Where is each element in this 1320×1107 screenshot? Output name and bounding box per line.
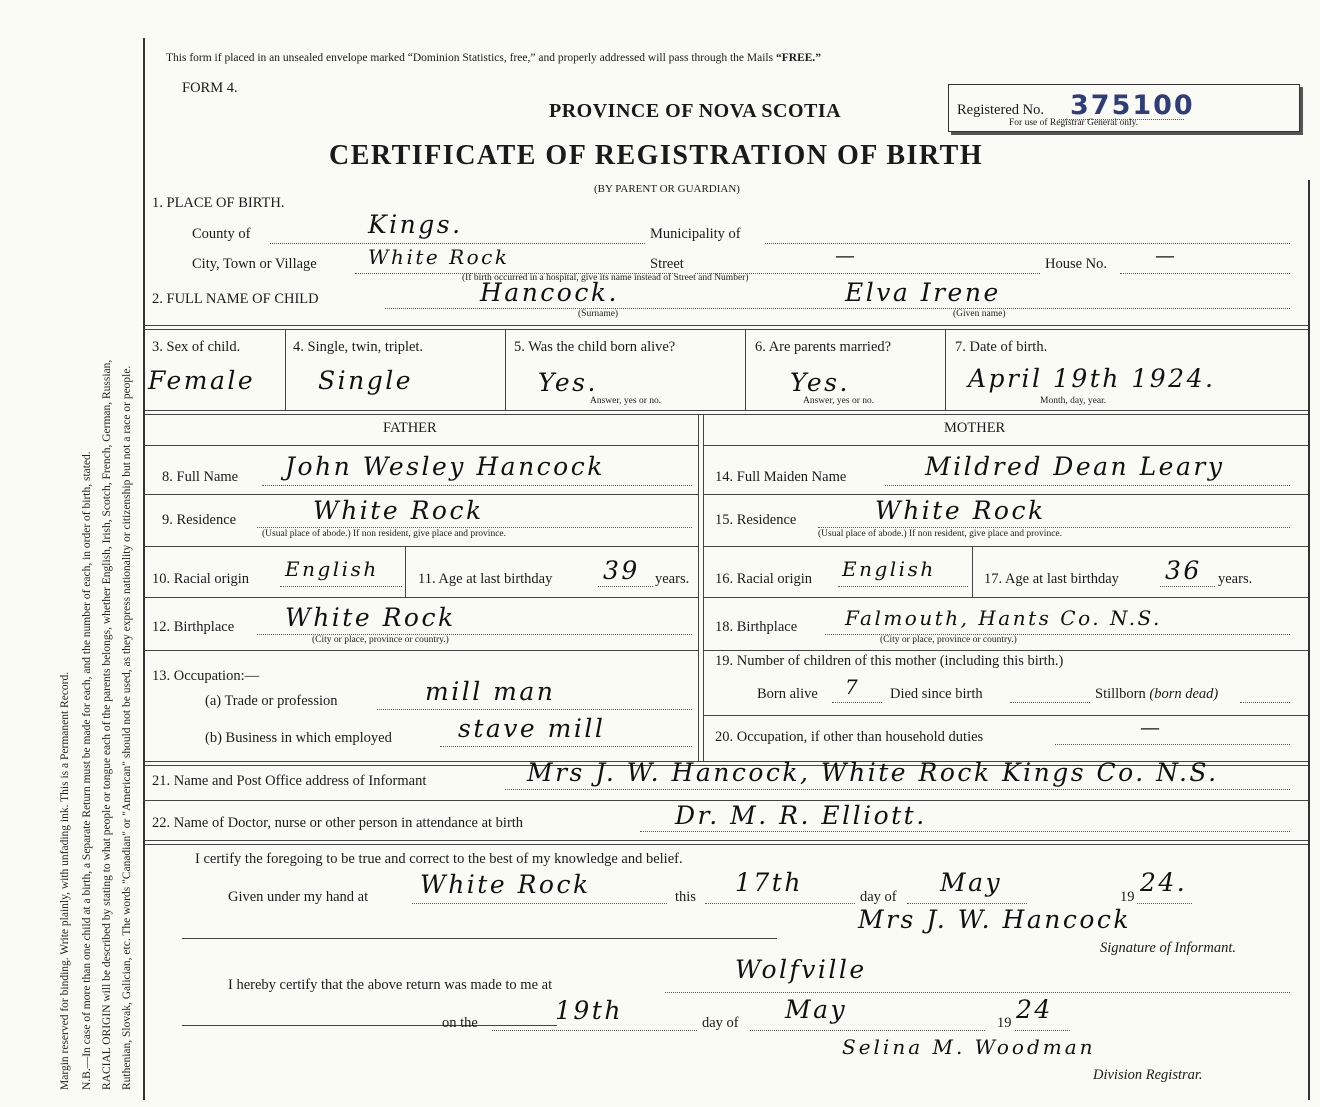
- cert-month-line: [907, 903, 1027, 904]
- certificate-subtitle: (BY PARENT OR GUARDIAN): [594, 183, 740, 195]
- certify-statement: I certify the foregoing to be true and correct to the best of my knowledge and belief.: [195, 851, 683, 867]
- cert-day-line: [705, 903, 855, 904]
- mail-note: [166, 52, 821, 64]
- cert-month-value: May: [940, 868, 1003, 897]
- child-name-label: 2. FULL NAME OF CHILD: [152, 291, 319, 307]
- father-trade-line: [377, 709, 692, 710]
- mother-racial-value: English: [842, 557, 936, 581]
- mother-born-alive-line: [832, 702, 882, 703]
- father-heading-rule: [143, 445, 698, 446]
- mother-occupation-line: [1055, 744, 1290, 745]
- father-birthplace-note: (City or place, province or country.): [312, 635, 449, 645]
- father-trade-value: mill man: [425, 677, 556, 706]
- informant-signature-label: Signature of Informant.: [1100, 940, 1237, 956]
- father-residence-line: [257, 527, 692, 528]
- mother-racial-line: [838, 586, 968, 587]
- mother-residence-label: 15. Residence: [715, 512, 797, 528]
- mother-name-value: Mildred Dean Leary: [925, 452, 1225, 481]
- mother-row-rule-3: [703, 597, 1308, 598]
- registrar-note: For use of Registrar General only.: [1009, 118, 1139, 128]
- registrar-place-value: Wolfville: [735, 955, 867, 984]
- left-border: [143, 38, 145, 1100]
- plurality-label: 4. Single, twin, triplet.: [293, 339, 424, 355]
- mother-children-label: 19. Number of children of this mother (including this birth.): [715, 653, 1064, 669]
- mother-birthplace-label: 18. Birthplace: [715, 619, 798, 635]
- mother-died-line: [1010, 702, 1090, 703]
- dob-value: April 19th 1924.: [968, 364, 1216, 393]
- county-label: County of: [192, 226, 251, 242]
- father-years-label: years.: [655, 571, 690, 587]
- house-line: [1120, 273, 1290, 274]
- mother-racial-label: 16. Racial origin: [715, 571, 813, 587]
- father-birthplace-label: 12. Birthplace: [152, 619, 235, 635]
- rule-after-name: [143, 325, 1308, 330]
- given-at-line: [412, 903, 667, 904]
- house-label: House No.: [1045, 256, 1108, 272]
- child-given-name: Elva Irene: [845, 278, 1001, 307]
- mother-age-value: 36: [1165, 556, 1202, 585]
- father-racial-value: English: [285, 557, 379, 581]
- mother-name-label: 14. Full Maiden Name: [715, 469, 847, 485]
- stillborn-label-text: Stillborn: [1095, 686, 1146, 702]
- cert-year-line: [1137, 903, 1192, 904]
- father-business-label: (b) Business in which employed: [205, 730, 392, 746]
- father-age-value: 39: [603, 556, 640, 585]
- registrar-place-line: [665, 992, 1290, 993]
- child-surname: Hancock.: [480, 278, 619, 307]
- registrar-day-of-label: day of: [702, 1015, 739, 1031]
- informant-signature: Mrs J. W. Hancock: [858, 905, 1132, 934]
- street-label: Street: [650, 256, 684, 272]
- city-value: White Rock: [368, 245, 510, 269]
- registered-box: [948, 84, 1300, 132]
- dob-note: Month, day, year.: [1040, 396, 1107, 406]
- father-trade-label: (a) Trade or profession: [205, 693, 338, 709]
- mother-birthplace-value: Falmouth, Hants Co. N.S.: [845, 606, 1162, 630]
- mother-residence-value: White Rock: [875, 496, 1046, 525]
- registered-label: Registered No.: [957, 102, 1044, 118]
- informant-line: [505, 789, 1290, 790]
- father-row-rule-2: [143, 546, 698, 547]
- plurality-value: Single: [318, 366, 414, 395]
- born-alive-label: 5. Was the child born alive?: [514, 339, 676, 355]
- sex-value: Female: [148, 366, 256, 395]
- informant-signature-line-left: [182, 938, 777, 939]
- rule-after-doctor: [143, 840, 1308, 845]
- cert-day-of-label: day of: [860, 889, 897, 905]
- street-value: —: [835, 243, 858, 267]
- father-racial-label: 10. Racial origin: [152, 571, 250, 587]
- mother-residence-note: (Usual place of abode.) If non resident, give place and province.: [818, 529, 1062, 539]
- given-name-note: (Given name): [953, 309, 1006, 319]
- registrar-year-value: 24: [1016, 995, 1053, 1024]
- mother-row-rule-4: [703, 650, 1308, 651]
- municipality-label: Municipality of: [650, 226, 741, 242]
- father-row-rule-1: [143, 494, 698, 495]
- father-residence-note: (Usual place of abode.) If non resident, give place and province.: [262, 529, 506, 539]
- stillborn-note: (born dead): [1149, 686, 1219, 702]
- father-business-value: stave mill: [458, 714, 606, 743]
- form-number: FORM 4.: [182, 80, 238, 96]
- mother-years-label: years.: [1218, 571, 1253, 587]
- registrar-year-line: [1015, 1030, 1070, 1031]
- margin-note-racial-origin: RACIAL ORIGIN will be described by stating to what people or tongue each of the parents belongs, whether English, Irish, Scotch, French, German, Russian,: [101, 359, 113, 1090]
- county-line: [270, 243, 645, 244]
- cell-divider-3: [745, 330, 746, 410]
- given-under-label: Given under my hand at: [228, 889, 369, 905]
- mail-note-free: “FREE.”: [775, 52, 822, 64]
- father-racial-line: [280, 586, 402, 587]
- margin-note-binding: Margin reserved for binding. Write plainly, with unfading ink. This is a Permanent Record.: [59, 671, 71, 1090]
- doctor-line: [640, 831, 1290, 832]
- mother-birthplace-note: (City or place, province or country.): [880, 635, 1017, 645]
- mother-age-line: [1160, 586, 1215, 587]
- mother-row-rule-1: [703, 494, 1308, 495]
- mother-heading: MOTHER: [944, 420, 1006, 436]
- informant-value: Mrs J. W. Hancock, White Rock Kings Co. N.S.: [527, 758, 1219, 787]
- mother-died-label: Died since birth: [890, 686, 983, 702]
- doctor-value: Dr. M. R. Elliott.: [675, 801, 927, 830]
- mother-residence-line: [818, 527, 1290, 528]
- registrar-signature: Selina M. Woodman: [842, 1035, 1096, 1059]
- right-border: [1308, 180, 1310, 1100]
- registrar-on-label: on the: [442, 1015, 478, 1031]
- parents-married-label: 6. Are parents married?: [755, 339, 892, 355]
- mother-heading-rule: [703, 445, 1308, 446]
- parents-married-note: Answer, yes or no.: [803, 396, 875, 406]
- father-residence-value: White Rock: [313, 496, 484, 525]
- cell-divider-4: [945, 330, 946, 410]
- father-age-label: 11. Age at last birthday: [418, 571, 553, 587]
- mother-row-rule-5: [703, 715, 1308, 716]
- margin-note-racial-origin-cont: Ruthenian, Slovak, Galician, etc. The words "Canadian" or "American" should not be used, as they express nationality or citizenship but not a race or people.: [121, 365, 133, 1090]
- certificate-title: CERTIFICATE OF REGISTRATION OF BIRTH: [329, 140, 984, 171]
- county-value: Kings.: [368, 210, 463, 239]
- registrar-day-value: 19th: [555, 996, 623, 1025]
- surname-note: (Surname): [578, 309, 619, 319]
- informant-label: 21. Name and Post Office address of Informant: [152, 773, 427, 789]
- mother-age-label: 17. Age at last birthday: [984, 571, 1119, 587]
- parents-married-value: Yes.: [790, 368, 850, 397]
- registrar-statement: I hereby certify that the above return was made to me at: [228, 977, 553, 993]
- place-of-birth-label: 1. PLACE OF BIRTH.: [152, 195, 285, 211]
- father-row-rule-4: [143, 650, 698, 651]
- father-name-label: 8. Full Name: [162, 469, 239, 485]
- cell-divider-2: [505, 330, 506, 410]
- registrar-month-line: [750, 1030, 985, 1031]
- registered-number: 375100: [1070, 90, 1195, 121]
- registrar-day-line: [492, 1030, 697, 1031]
- mother-born-alive-value: 7: [845, 675, 861, 699]
- this-label: this: [675, 889, 696, 905]
- doctor-label: 22. Name of Doctor, nurse or other person in attendance at birth: [152, 815, 524, 831]
- born-alive-value: Yes.: [538, 368, 598, 397]
- mother-stillborn-line: [1240, 702, 1290, 703]
- parents-divider-a: [698, 415, 699, 762]
- mother-name-line: [885, 485, 1290, 486]
- mail-note-text: This form if placed in an unsealed envelope marked “Dominion Statistics, free,” and properly addressed will pass through the Mails: [166, 52, 776, 64]
- rule-after-details: [143, 410, 1308, 415]
- cell-divider-1: [285, 330, 286, 410]
- registrar-place-rule: [182, 1025, 557, 1026]
- father-age-line: [598, 586, 653, 587]
- mother-row-rule-2: [703, 546, 1308, 547]
- father-name-value: John Wesley Hancock: [285, 452, 605, 481]
- father-occupation-label: 13. Occupation:—: [152, 668, 260, 684]
- house-value: —: [1155, 243, 1178, 267]
- registrar-month-value: May: [785, 995, 848, 1024]
- father-heading: FATHER: [383, 420, 437, 436]
- cert-day-value: 17th: [735, 868, 803, 897]
- given-at-value: White Rock: [420, 870, 591, 899]
- father-name-line: [262, 485, 692, 486]
- hospital-note: (If birth occurred in a hospital, give its name instead of Street and Number): [462, 273, 749, 283]
- dob-label: 7. Date of birth.: [955, 339, 1048, 355]
- father-business-line: [440, 746, 692, 747]
- born-alive-note: Answer, yes or no.: [590, 396, 662, 406]
- mother-racial-divider: [972, 546, 973, 597]
- father-racial-divider: [405, 546, 406, 597]
- registrar-signature-label: Division Registrar.: [1093, 1067, 1203, 1083]
- mother-occupation-label: 20. Occupation, if other than household duties: [715, 729, 984, 745]
- cert-year-value: 24.: [1140, 868, 1188, 897]
- child-name-line: [385, 308, 1290, 309]
- registrar-year-prefix: 19: [997, 1015, 1012, 1031]
- father-birthplace-value: White Rock: [285, 603, 456, 632]
- sex-label: 3. Sex of child.: [152, 339, 241, 355]
- province-heading: PROVINCE OF NOVA SCOTIA: [549, 100, 842, 122]
- mother-born-alive-label: Born alive: [757, 686, 818, 702]
- parents-divider-b: [703, 415, 704, 762]
- city-label: City, Town or Village: [192, 256, 317, 272]
- margin-note-nb: N.B.—In case of more than one child at a birth, a Separate Return must be made for each, and the number of each, in order of birth, stated.: [81, 451, 93, 1090]
- mother-stillborn-label: [1095, 686, 1218, 703]
- cert-year-prefix: 19: [1120, 889, 1135, 905]
- mother-occupation-value: —: [1140, 715, 1163, 739]
- father-residence-label: 9. Residence: [162, 512, 237, 528]
- father-row-rule-3: [143, 597, 698, 598]
